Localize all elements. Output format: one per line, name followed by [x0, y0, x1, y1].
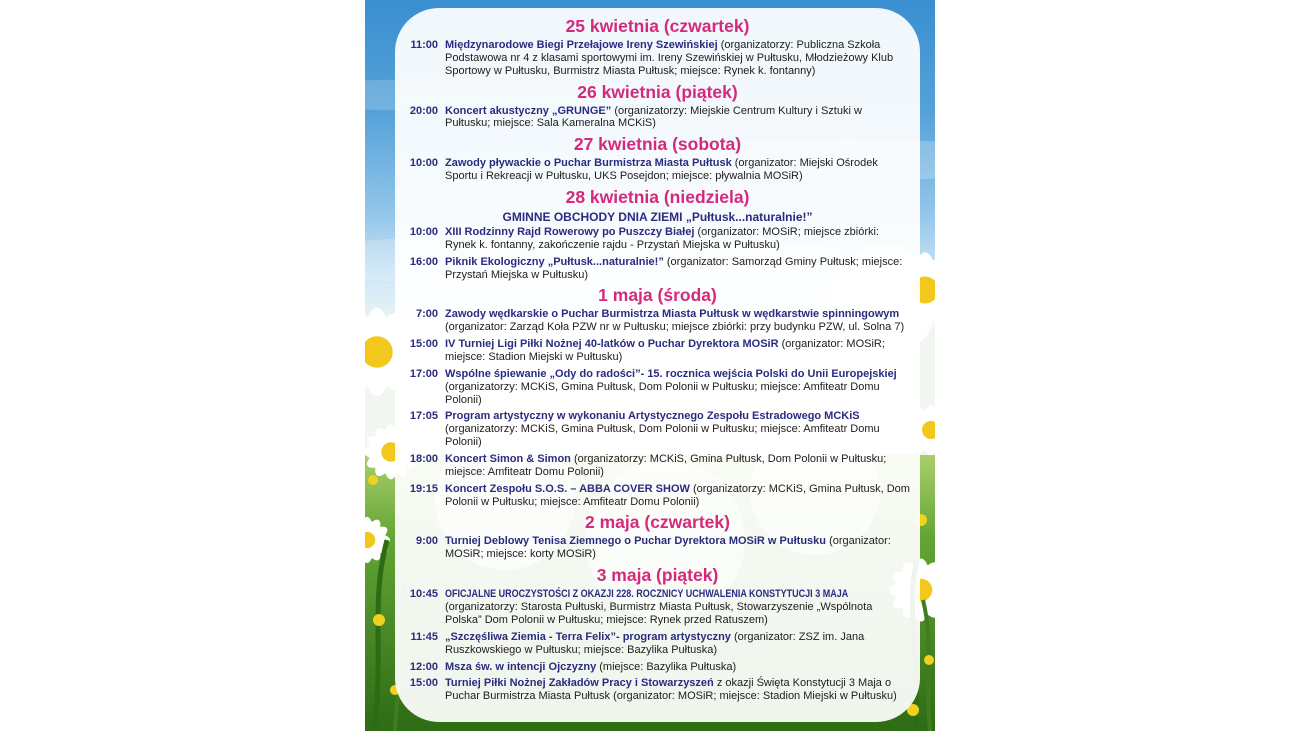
event-title: Międzynarodowe Biegi Przełajowe Ireny Szewińskiej — [445, 39, 718, 51]
schedule-section — [405, 512, 910, 561]
event-title: „Szczęśliwa Ziemia - Terra Felix”- program artystyczny — [445, 630, 731, 643]
event-text — [445, 226, 910, 252]
event-time: 17:00 — [409, 367, 438, 380]
event-text — [445, 535, 910, 561]
event-details: (organizatorzy: MCKiS, Gmina Pułtusk, Dom Polonii w Pułtusku; miejsce: Amfiteatr Domu Polonii) — [445, 423, 880, 449]
schedule-section — [405, 134, 910, 183]
event-details: (organizatorzy: MCKiS, Gmina Pułtusk, Dom Polonii w Pułtusku; miejsce: Amfiteatr Domu Polonii) — [445, 482, 910, 508]
event-row — [405, 661, 910, 674]
event-time: 11:45 — [410, 630, 438, 643]
event-row — [405, 338, 910, 364]
event-text — [445, 588, 910, 627]
event-details: (organizatorzy: Miejskie Centrum Kultury i Sztuki w Pułtusku; miejsce: Sala Kameralna MCKiS) — [445, 104, 862, 130]
event-time: 12:00 — [409, 660, 438, 673]
event-time: 19:15 — [409, 482, 438, 495]
event-details: (organizatorzy: Starosta Pułtuski, Burmistrz Miasta Pułtusk, Stowarzyszenie „Wspólnota Polska” Dom Polonii w Pułtusku; miejsce: Rynek przed Ratuszem) — [445, 601, 873, 626]
event-row — [405, 368, 910, 407]
event-row — [405, 453, 910, 479]
event-text — [445, 256, 910, 282]
event-details: (organizatorzy: MCKiS, Gmina Pułtusk, Dom Polonii w Pułtusku; miejsce: Amfiteatr Domu Polonii) — [445, 380, 880, 406]
event-row — [405, 226, 910, 252]
event-row — [405, 157, 910, 183]
date-header: 3 maja (piątek) — [596, 565, 719, 586]
event-text — [445, 39, 910, 78]
event-text — [445, 338, 910, 364]
event-row — [405, 483, 910, 509]
event-text — [445, 105, 910, 131]
section-subheader: GMINNE OBCHODY DNIA ZIEMI „Pułtusk...naturalnie!” — [502, 210, 813, 225]
event-text — [445, 677, 910, 703]
event-title: Koncert Simon & Simon — [445, 453, 571, 466]
event-text — [445, 308, 910, 334]
event-row — [405, 105, 910, 131]
schedule-section — [405, 565, 910, 703]
event-time: 10:00 — [409, 157, 438, 170]
event-time: 9:00 — [415, 535, 438, 548]
event-text — [445, 368, 910, 407]
event-title: Program artystyczny w wykonaniu Artystycznego Zespołu Estradowego MCKiS — [445, 410, 860, 423]
date-header: 27 kwietnia (sobota) — [573, 134, 742, 155]
event-details: (organizator: MOSiR; miejsce: korty MOSiR) — [445, 535, 891, 561]
event-details: (organizator: MOSiR; miejsce zbiórki: Rynek k. fontanny, zakończenie rajdu - Przystań Miejska w Pułtusku) — [445, 226, 880, 251]
event-text — [445, 661, 910, 674]
event-time: 7:00 — [415, 308, 438, 321]
event-row — [405, 588, 910, 627]
event-text — [445, 453, 910, 479]
schedule-section — [405, 82, 910, 131]
event-time: 20:00 — [409, 104, 438, 117]
event-time: 15:00 — [409, 677, 438, 690]
event-title: OFICJALNE UROCZYSTOŚCI Z OKAZJI 228. ROCZNICY UCHWALENIA KONSTYTUCJI 3 MAJA — [445, 588, 849, 601]
event-details: z okazji Święta Konstytucji 3 Maja o Puchar Burmistrza Miasta Pułtusk (organizator: MOSiR; miejsce: Stadion Miejski w Pułtusku) — [445, 677, 897, 703]
event-details: (organizator: ZSZ im. Jana Ruszkowskiego w Pułtusku; miejsce: Bazylika Pułtuska) — [445, 630, 865, 656]
event-details: (organizator: MOSiR; miejsce: Stadion Miejski w Pułtusku) — [445, 338, 885, 364]
event-details: (organizatorzy: MCKiS, Gmina Pułtusk, Dom Polonii w Pułtusku; miejsce: Amfiteatr Domu Polonii) — [445, 453, 887, 478]
event-details: (organizator: Zarząd Koła PZW nr w Pułtusku; miejsce zbiórki: przy budynku PZW, ul. Solna 7) — [445, 321, 905, 334]
event-row — [405, 677, 910, 703]
date-header: 1 maja (środa) — [598, 285, 717, 306]
event-title: Msza św. w intencji Ojczyzny — [445, 660, 597, 673]
date-header: 28 kwietnia (niedziela) — [565, 187, 750, 208]
event-title: XIII Rodzinny Rajd Rowerowy po Puszczy Białej — [445, 226, 695, 239]
event-details: (miejsce: Bazylika Pułtuska) — [599, 660, 737, 673]
event-title: Wspólne śpiewanie „Ody do radości”- 15. rocznica wejścia Polski do Unii Europejskiej — [445, 367, 897, 380]
event-title: Koncert akustyczny „GRUNGE” — [445, 104, 612, 117]
event-title: IV Turniej Ligi Piłki Nożnej 40-latków o Puchar Dyrektora MOSiR — [445, 338, 779, 351]
event-text — [445, 410, 910, 449]
event-details: (organizatorzy: Publiczna Szkoła Podstawowa nr 4 z klasami sportowymi im. Ireny Szewińskiej w Pułtusku, Młodzieżowy Klub Sportowy w Pułtusku, Burmistrz Miasta Pułtusk; miejsce: Rynek k. fontanny) — [445, 39, 894, 77]
event-time: 18:00 — [409, 453, 438, 466]
event-time: 16:00 — [409, 255, 438, 268]
event-title: Piknik Ekologiczny „Pułtusk...naturalnie!” — [445, 255, 664, 268]
date-header: 2 maja (czwartek) — [585, 512, 730, 533]
event-row — [405, 308, 910, 334]
event-title: Zawody pływackie o Puchar Burmistrza Miasta Pułtusk — [445, 157, 732, 170]
event-row — [405, 39, 910, 78]
event-title: Zawody wędkarskie o Puchar Burmistrza Miasta Pułtusk w wędkarstwie spinningowym — [445, 308, 900, 321]
event-title: Koncert Zespołu S.O.S. – ABBA COVER SHOW — [445, 482, 690, 495]
schedule-section — [405, 285, 910, 508]
event-title: Turniej Piłki Nożnej Zakładów Pracy i Stowarzyszeń — [445, 677, 714, 690]
event-row — [405, 410, 910, 449]
event-text — [445, 631, 910, 657]
event-row — [405, 535, 910, 561]
event-text — [445, 483, 910, 509]
event-row — [405, 256, 910, 282]
event-time: 17:05 — [409, 410, 438, 423]
schedule-section — [405, 16, 910, 78]
event-row — [405, 631, 910, 657]
event-details: (organizator: Samorząd Gminy Pułtusk; miejsce: Przystań Miejska w Pułtusku) — [445, 255, 903, 281]
event-title: Turniej Deblowy Tenisa Ziemnego o Puchar Dyrektora MOSiR w Pułtusku — [445, 535, 826, 548]
event-details: (organizator: Miejski Ośrodek Sportu i Rekreacji w Pułtusku, UKS Posejdon; miejsce: pływalnia MOSiR) — [445, 157, 878, 183]
schedule-card — [395, 8, 920, 722]
schedule-section — [405, 187, 910, 281]
event-time: 15:00 — [409, 338, 438, 351]
event-time: 10:45 — [409, 588, 438, 601]
event-text — [445, 157, 910, 183]
date-header: 25 kwietnia (czwartek) — [565, 16, 750, 36]
event-time: 11:00 — [410, 39, 438, 51]
schedule-content — [405, 13, 910, 714]
date-header: 26 kwietnia (piątek) — [577, 81, 738, 102]
event-time: 10:00 — [409, 226, 438, 239]
